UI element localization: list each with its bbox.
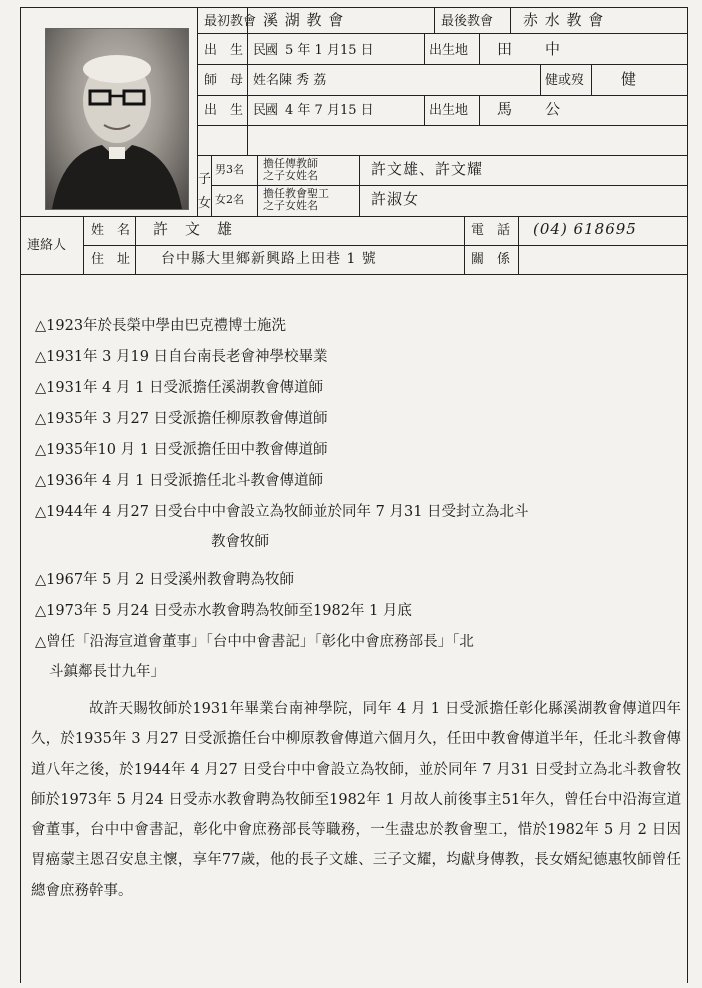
birth-era: 民國 (253, 43, 278, 58)
wife-birth-date: 4 年 7 月15 日 (285, 103, 374, 118)
birthplace-value: 田 中 (497, 40, 562, 58)
portrait-photo (45, 28, 189, 210)
event-item: △1931年 3 月19 日自台南長老會神學校畢業 (35, 349, 328, 365)
daughters-role (263, 188, 329, 212)
contact-label: 連絡人 (27, 238, 67, 253)
record-sheet (20, 7, 688, 983)
event-item: △1931年 4 月 1 日受派擔任溪湖教會傳道師 (35, 380, 323, 396)
sons-role-line1: 擔任傳教師 (263, 157, 318, 170)
sons-role (263, 158, 318, 182)
wife-birth-era: 民國 (253, 103, 278, 118)
address-label: 住 址 (91, 252, 131, 267)
alive-label: 健或歿 (545, 73, 585, 88)
daughters-role-line1: 擔任教會聖工 (263, 187, 329, 200)
first-church-label: 最初教會 (204, 14, 257, 29)
phone-label: 電 話 (471, 223, 511, 238)
last-church-label: 最後教會 (441, 14, 494, 29)
sons-role-line2: 之子女姓名 (263, 169, 318, 182)
portrait-figure (46, 29, 188, 209)
contact-name-label: 姓 名 (91, 223, 131, 238)
event-list (35, 316, 675, 693)
event-item: △1973年 5 月24 日受赤水教會聘為牧師至1982年 1 月底 (35, 603, 412, 619)
wife-name: 姓名陳 秀 荔 (253, 73, 327, 88)
relation-label: 關 係 (471, 252, 511, 267)
wife-birthplace-value: 馬 公 (497, 100, 562, 118)
event-item: △1944年 4 月27 日受台中中會設立為牧師並於同年 7 月31 日受封立為北斗 (35, 504, 529, 520)
event-item-continued: 教會牧師 (211, 534, 269, 550)
contact-name: 許 文 雄 (153, 220, 234, 238)
event-item: △1935年10 月 1 日受派擔任田中教會傳道師 (35, 442, 328, 458)
wife-label: 師 母 (204, 73, 244, 88)
biography-paragraph (31, 694, 681, 906)
birth-date: 5 年 1 月15 日 (285, 43, 374, 58)
sons-count: 男3名 (215, 163, 244, 176)
wife-birthplace-label: 出生地 (429, 103, 469, 118)
event-item-continued: 斗鎮鄰長廿九年」 (49, 664, 165, 680)
address-value: 台中縣大里鄉新興路上田巷 1 號 (161, 251, 377, 267)
event-item: △1967年 5 月 2 日受溪州教會聘為牧師 (35, 572, 294, 588)
event-item: △1935年 3 月27 日受派擔任柳原教會傳道師 (35, 411, 328, 427)
sons-names: 許文雄、許文耀 (371, 160, 484, 178)
alive-value: 健 (621, 70, 638, 88)
event-item: △曾任「沿海宣道會董事」「台中中會書記」「彰化中會庶務部長」「北 (35, 634, 474, 650)
wife-birth-label: 出 生 (204, 103, 244, 118)
event-item: △1923年於長榮中學由巴克禮博士施洗 (35, 318, 287, 334)
daughters-count: 女2名 (215, 193, 244, 206)
phone-value: (04) 618695 (533, 220, 637, 238)
daughters-role-line2: 之子女姓名 (263, 199, 318, 212)
last-church-value: 赤 水 教 會 (523, 11, 605, 29)
biography-text: 故許天賜牧師於1931年畢業台南神學院，同年 4 月 1 日受派擔任彰化縣溪湖教會傳道四年久，於1935年 3 月27 日受派擔任台中柳原教會傳道六個月久，任田中教會傳道半年，任北斗教會傳道八年之後，於1944年 4 月27 日受台中中會設立為牧師，並於同年 7 月31 日受封立為北斗教會牧師於1973年 5 月24 日受赤水教會聘為牧師至1982年 1 月故人前後事主51年久，曾任台中沿海宣道會董事，台中中會書記，彰化中會庶務部長等職務，一生盡忠於教會聖工，惜於1982年 5 月 2 日因胃癌蒙主恩召安息主懷，享年77歲，他的長子文雄、三子文耀，均獻身傳教，長女婿紀德惠牧師曾任總會庶務幹事。 (31, 701, 681, 899)
birth-label: 出 生 (204, 43, 244, 58)
birthplace-label: 出生地 (429, 43, 469, 58)
first-church-value: 溪 湖 教 會 (263, 11, 345, 29)
children-label: 子女 (198, 172, 212, 211)
daughters-names: 許淑女 (371, 190, 420, 208)
event-item: △1936年 4 月 1 日受派擔任北斗教會傳道師 (35, 473, 323, 489)
